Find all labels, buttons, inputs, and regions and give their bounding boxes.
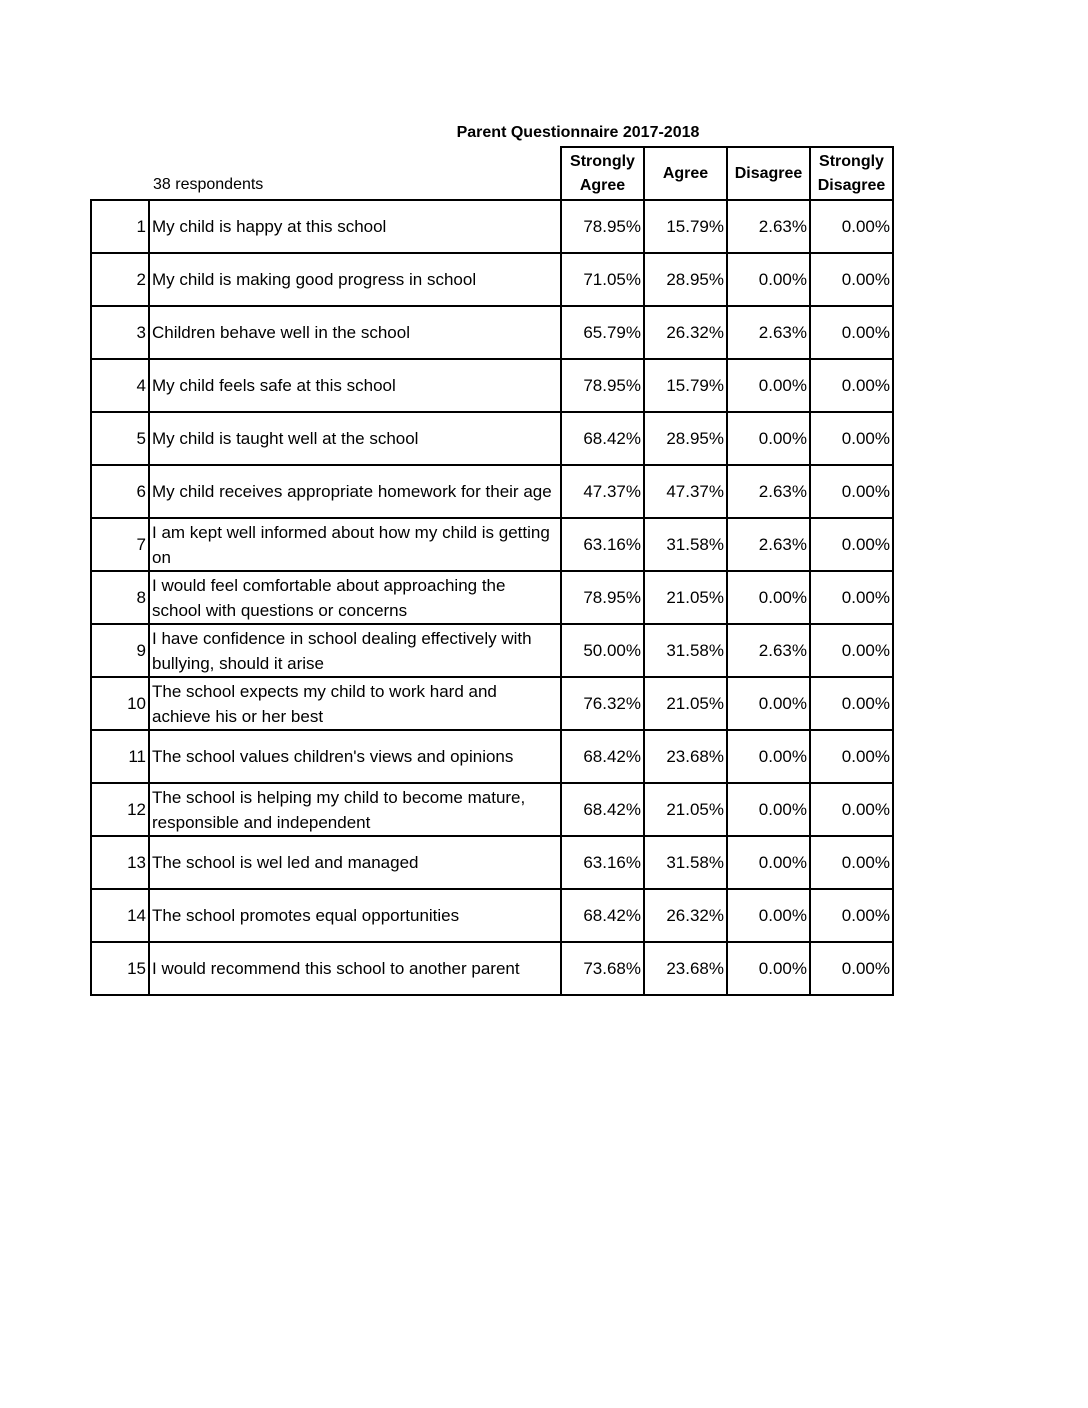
table-row — [91, 518, 893, 571]
question-number: 1 — [91, 200, 149, 253]
question-number: 14 — [91, 889, 149, 942]
agree-value: 28.95% — [644, 412, 727, 465]
respondents-count: 38 respondents — [153, 176, 264, 193]
strongly-disagree-value: 0.00% — [810, 200, 893, 253]
agree-value: 21.05% — [644, 571, 727, 624]
strongly-agree-value: 73.68% — [561, 942, 644, 995]
table-row — [91, 677, 893, 730]
strongly-disagree-value: 0.00% — [810, 783, 893, 836]
question-text: The school values children's views and opinions — [149, 730, 561, 783]
question-number: 5 — [91, 412, 149, 465]
strongly-disagree-value: 0.00% — [810, 730, 893, 783]
agree-value: 21.05% — [644, 677, 727, 730]
question-number: 7 — [91, 518, 149, 571]
question-text: My child is happy at this school — [149, 200, 561, 253]
strongly-agree-value: 78.95% — [561, 200, 644, 253]
disagree-value: 0.00% — [727, 889, 810, 942]
table-row — [91, 783, 893, 836]
table-row — [91, 571, 893, 624]
strongly-agree-value: 50.00% — [561, 624, 644, 677]
strongly-agree-value: 63.16% — [561, 836, 644, 889]
question-number: 11 — [91, 730, 149, 783]
table-row — [91, 836, 893, 889]
header-blank — [91, 147, 149, 200]
strongly-disagree-value: 0.00% — [810, 571, 893, 624]
question-text: The school promotes equal opportunities — [149, 889, 561, 942]
disagree-value: 2.63% — [727, 465, 810, 518]
disagree-value: 0.00% — [727, 942, 810, 995]
disagree-value: 2.63% — [727, 624, 810, 677]
question-number: 9 — [91, 624, 149, 677]
strongly-disagree-value: 0.00% — [810, 518, 893, 571]
question-text: I am kept well informed about how my child is getting on — [149, 518, 561, 571]
strongly-agree-value: 76.32% — [561, 677, 644, 730]
strongly-agree-value: 68.42% — [561, 412, 644, 465]
question-number: 3 — [91, 306, 149, 359]
header-agree: Agree — [644, 147, 727, 200]
header-disagree: Disagree — [727, 147, 810, 200]
question-number: 2 — [91, 253, 149, 306]
table-row — [91, 730, 893, 783]
agree-value: 21.05% — [644, 783, 727, 836]
question-text: The school is helping my child to become mature, responsible and independent — [149, 783, 561, 836]
page-title: Parent Questionnaire 2017-2018 — [456, 124, 700, 141]
strongly-agree-value: 71.05% — [561, 253, 644, 306]
question-text: Children behave well in the school — [149, 306, 561, 359]
question-text: My child feels safe at this school — [149, 359, 561, 412]
disagree-value: 0.00% — [727, 730, 810, 783]
agree-value: 28.95% — [644, 253, 727, 306]
disagree-value: 0.00% — [727, 359, 810, 412]
agree-value: 31.58% — [644, 624, 727, 677]
disagree-value: 2.63% — [727, 200, 810, 253]
table-row — [91, 942, 893, 995]
strongly-disagree-value: 0.00% — [810, 306, 893, 359]
table-row — [91, 465, 893, 518]
agree-value: 15.79% — [644, 359, 727, 412]
strongly-agree-value: 68.42% — [561, 889, 644, 942]
question-text: My child receives appropriate homework for their age — [149, 465, 561, 518]
table-row — [91, 253, 893, 306]
question-number: 4 — [91, 359, 149, 412]
question-text: I would recommend this school to another parent — [149, 942, 561, 995]
survey-results-table — [90, 146, 894, 996]
strongly-disagree-value: 0.00% — [810, 942, 893, 995]
question-number: 10 — [91, 677, 149, 730]
strongly-agree-value: 47.37% — [561, 465, 644, 518]
agree-value: 31.58% — [644, 518, 727, 571]
table-header-row — [91, 147, 893, 200]
question-number: 13 — [91, 836, 149, 889]
disagree-value: 0.00% — [727, 253, 810, 306]
question-number: 12 — [91, 783, 149, 836]
question-number: 8 — [91, 571, 149, 624]
strongly-disagree-value: 0.00% — [810, 677, 893, 730]
disagree-value: 0.00% — [727, 677, 810, 730]
strongly-disagree-value: 0.00% — [810, 465, 893, 518]
table-row — [91, 359, 893, 412]
strongly-disagree-value: 0.00% — [810, 889, 893, 942]
table-row — [91, 412, 893, 465]
strongly-agree-value: 68.42% — [561, 730, 644, 783]
agree-value: 15.79% — [644, 200, 727, 253]
table-body — [91, 200, 893, 995]
strongly-disagree-value: 0.00% — [810, 836, 893, 889]
question-text: I have confidence in school dealing effectively with bullying, should it arise — [149, 624, 561, 677]
disagree-value: 2.63% — [727, 306, 810, 359]
disagree-value: 0.00% — [727, 571, 810, 624]
agree-value: 47.37% — [644, 465, 727, 518]
table-row — [91, 624, 893, 677]
question-text: The school expects my child to work hard and achieve his or her best — [149, 677, 561, 730]
strongly-agree-value: 68.42% — [561, 783, 644, 836]
question-text: My child is taught well at the school — [149, 412, 561, 465]
question-number: 6 — [91, 465, 149, 518]
agree-value: 26.32% — [644, 306, 727, 359]
disagree-value: 2.63% — [727, 518, 810, 571]
table-row — [91, 200, 893, 253]
strongly-disagree-value: 0.00% — [810, 359, 893, 412]
strongly-disagree-value: 0.00% — [810, 624, 893, 677]
question-text: I would feel comfortable about approaching the school with questions or concerns — [149, 571, 561, 624]
strongly-disagree-value: 0.00% — [810, 412, 893, 465]
strongly-disagree-value: 0.00% — [810, 253, 893, 306]
strongly-agree-value: 78.95% — [561, 359, 644, 412]
header-strongly-disagree: Strongly Disagree — [810, 147, 893, 200]
question-text: My child is making good progress in school — [149, 253, 561, 306]
agree-value: 23.68% — [644, 942, 727, 995]
table-row — [91, 306, 893, 359]
disagree-value: 0.00% — [727, 783, 810, 836]
strongly-agree-value: 63.16% — [561, 518, 644, 571]
strongly-agree-value: 78.95% — [561, 571, 644, 624]
agree-value: 31.58% — [644, 836, 727, 889]
disagree-value: 0.00% — [727, 836, 810, 889]
table-row — [91, 889, 893, 942]
agree-value: 23.68% — [644, 730, 727, 783]
header-strongly-agree: Strongly Agree — [561, 147, 644, 200]
strongly-agree-value: 65.79% — [561, 306, 644, 359]
question-text: The school is wel led and managed — [149, 836, 561, 889]
disagree-value: 0.00% — [727, 412, 810, 465]
agree-value: 26.32% — [644, 889, 727, 942]
question-number: 15 — [91, 942, 149, 995]
